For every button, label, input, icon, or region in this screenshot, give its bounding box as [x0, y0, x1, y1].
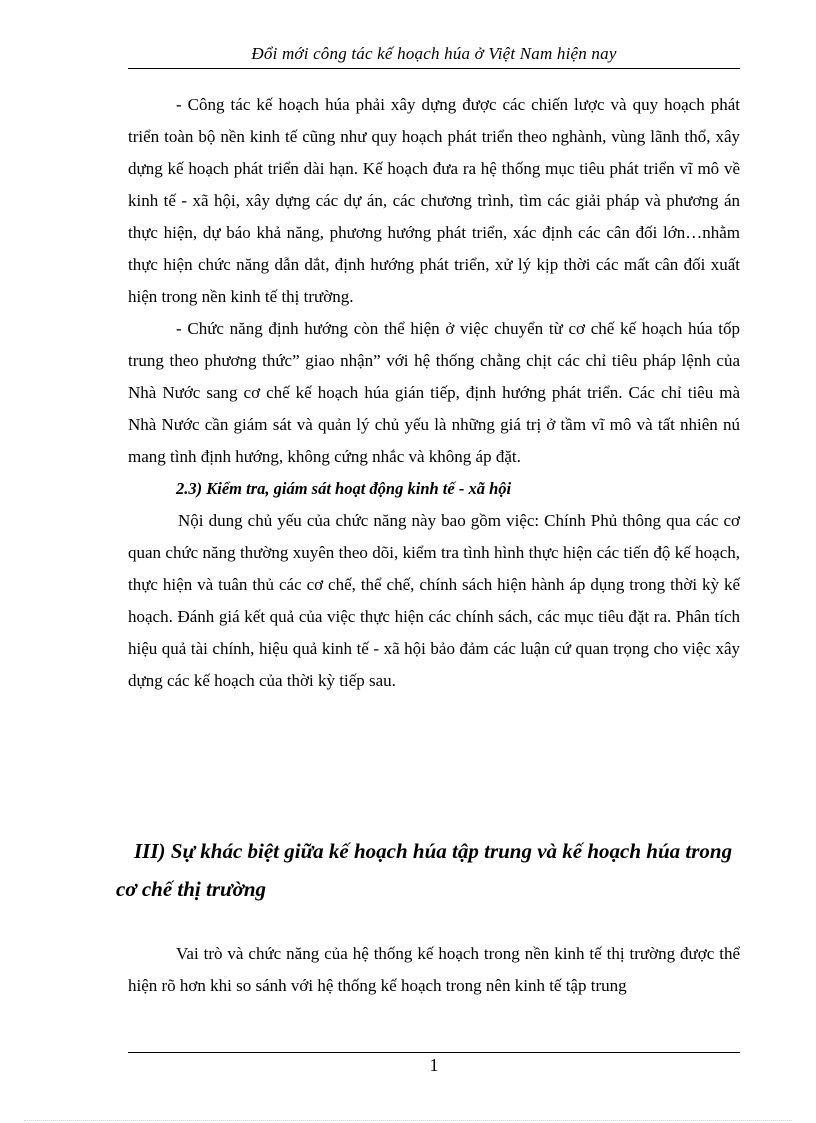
page-number: 1	[429, 1055, 439, 1075]
running-header-title: Đổi mới công tác kế hoạch húa ở Việt Nam hiện nay	[251, 44, 617, 63]
body-upper	[128, 89, 740, 697]
body-lower	[128, 938, 740, 1002]
paragraph-comparison-intro: Vai trò và chức năng của hệ thống kế hoạch trong nền kinh tế thị trường được thể hiện rõ hơn khi so sánh với hệ thống kế hoạch trong nên kinh tế tập trung	[128, 944, 740, 995]
footer-divider	[128, 1052, 740, 1053]
subheading-inspection: 2.3) Kiểm tra, giám sát hoạt động kinh tế - xã hội	[176, 479, 512, 498]
paragraph-inspection-content: Nội dung chủ yếu của chức năng này bao gồm việc: Chính Phủ thông qua các cơ quan chức năng thường xuyên theo dõi, kiểm tra tình hình thực hiện các tiến độ kế hoạch, thực hiện và tuân thủ các cơ chế, thể chế, chính sách hiện hành áp dụng trong thời kỳ kế hoạch. Đánh giá kết quả của việc thực hiện các chính sách, các mục tiêu đặt ra. Phân tích hiệu quả tài chính, hiệu quả kinh tế - xã hội bảo đảm các luận cứ quan trọng cho việc xây dựng các kế hoạch của thời kỳ tiếp sau.	[128, 511, 740, 690]
page-bottom-border	[24, 1120, 792, 1121]
section-heading-differences	[116, 832, 740, 908]
paragraph-planning-strategy: - Công tác kế hoạch húa phải xây dựng được các chiến lược và quy hoạch phát triển toàn bộ nền kinh tế cũng như quy hoạch phát triển theo nghành, vùng lãnh thổ, xây dựng kế hoạch phát triển dài hạn. Kế hoạch đưa ra hệ thống mục tiêu phát triển vĩ mô về kinh tế - xã hội, xây dựng các dự án, các chương trình, tìm các giải pháp và phương án thực hiện, dự báo khả năng, phương hướng phát triển, xác định các cân đối lớn…nhằm thực hiện chức năng dẫn dắt, định hướng phát triển, xử lý kịp thời các mất cân đối xuất hiện trong nền kinh tế thị trường.	[128, 95, 740, 306]
header-divider	[128, 68, 740, 69]
section-heading-text: III) Sự khác biệt giữa kế hoạch húa tập trung và kế hoạch húa trong cơ chế thị trường	[116, 839, 733, 901]
paragraph-orientation-function: - Chức năng định hướng còn thể hiện ở việc chuyển từ cơ chế kế hoạch húa tốp trung theo phương thức” giao nhận” với hệ thống chằng chịt các chỉ tiêu pháp lệnh của Nhà Nước sang cơ chế kế hoạch húa gián tiếp, định hướng phát triển. Các chỉ tiêu mà Nhà Nước cần giám sát và quản lý chủ yếu là những giá trị ở tầm vĩ mô và tất nhiên nú mang tình định hướng, không cứng nhắc và không áp đặt.	[128, 319, 740, 466]
